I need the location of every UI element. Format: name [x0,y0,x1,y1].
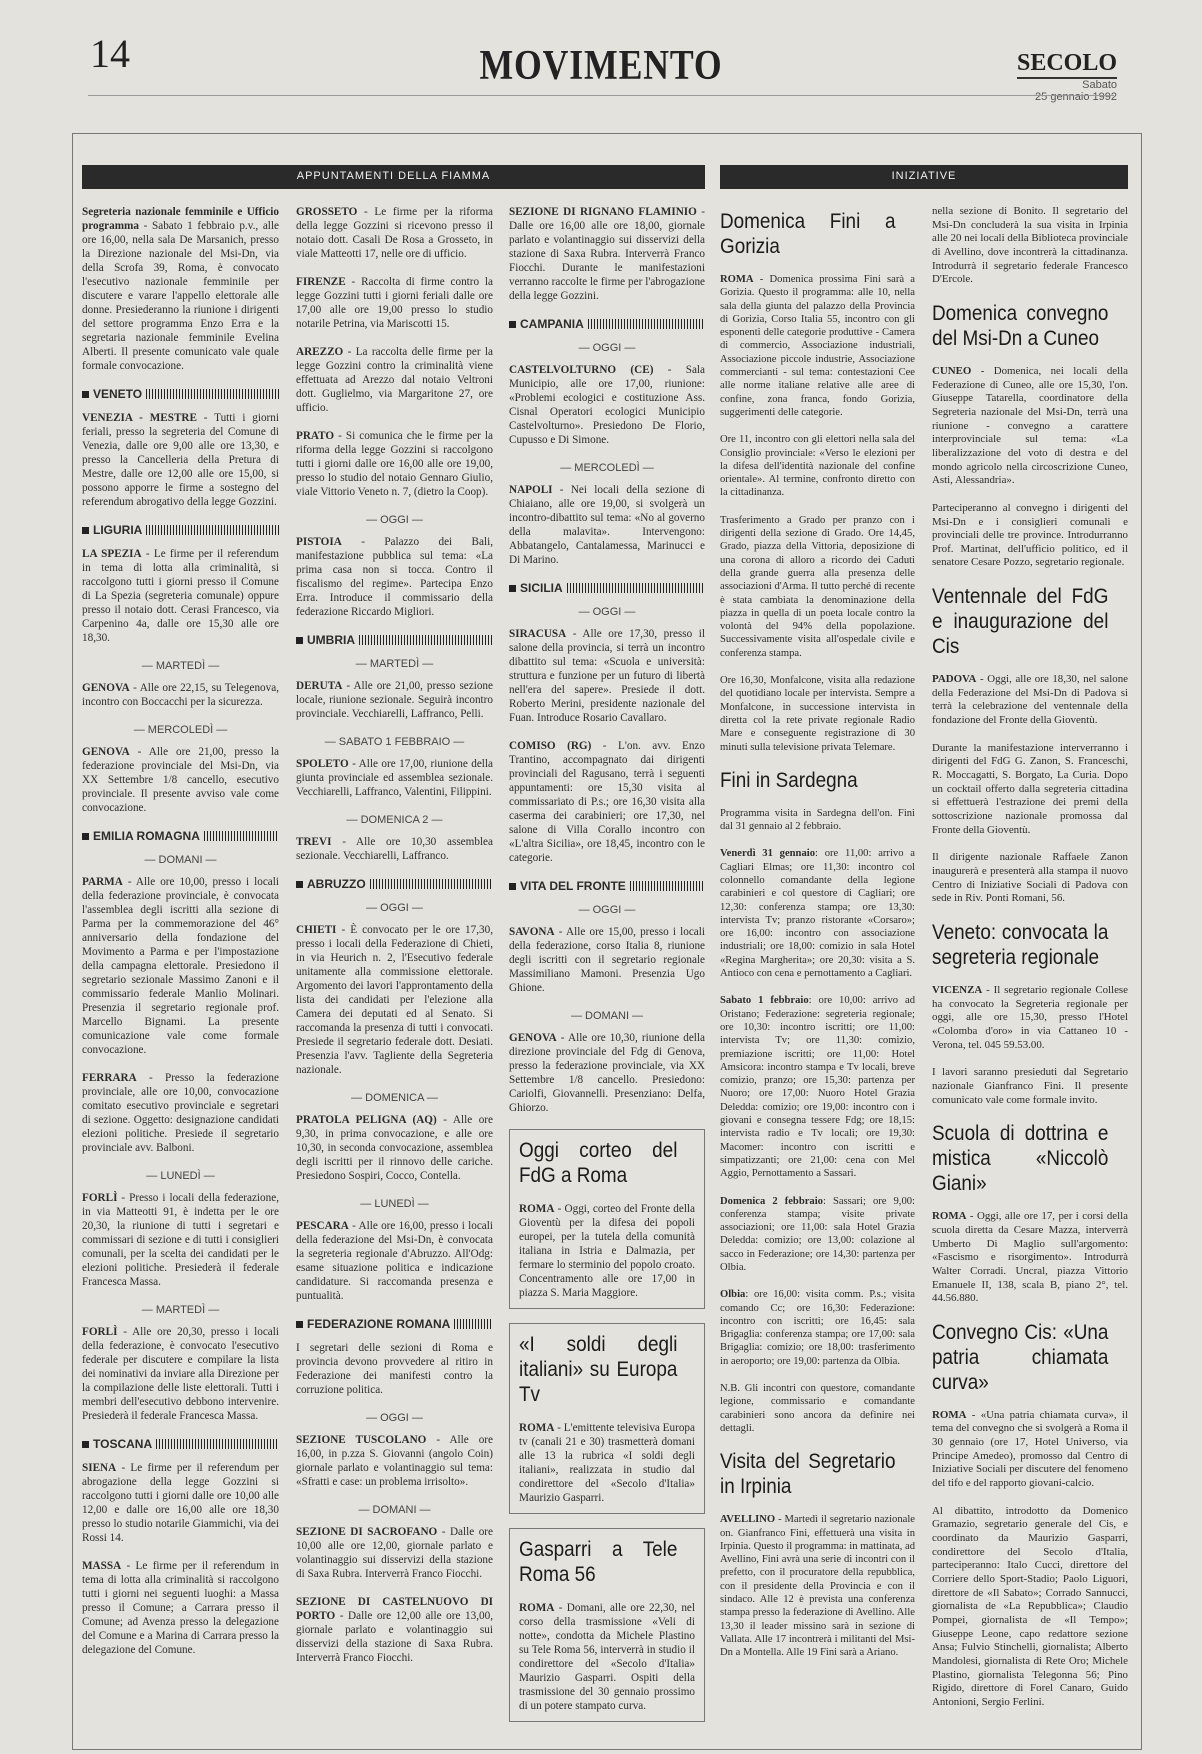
article-body: Domenica 2 febbraio: Sassari; ore 9,00: conferenza stampa; visite private associazioni; ore 11,00: sala Hotel Grazia Deledda: comizio; ore 13,00: colazione al sacco in Federazione; ore 14,30: partenza per Olbia. [720,1195,915,1273]
region-header: TOSCANA [82,1437,279,1451]
masthead-logo: SECOLO [1017,50,1117,79]
article-body: Il dirigente nazionale Raffaele Zanon inaugurerà e presenterà alla stampa il nuovo Centro di Iniziative Sociali di Padova con sede in Riv. Ponti Romani, 56. [932,851,1128,905]
article-body: Olbia: ore 16,00: visita comm. P.s.; visita comando Cc; ore 16,30: Federazione: incontro con iscritti; ore 16,45: sala Brigaglia: conferenza stampa; ore 17,00: sala Brigaglia: comizio; ore 18,00: trasferimento in aeroporto; ore 19,00: partenza da Olbia. [720,1289,915,1367]
day-header: — MERCOLEDÌ — [82,723,279,737]
article-body: Trasferimento a Grado per pranzo con i dirigenti della sezione di Grado. Ore 14,45, Grado, piazza della Vittoria, deposizione di una corona di alloro a ricordo dei Caduti della grande guerra alla presenza delle associazioni d'Arma. Il tutto perché di recente è stata cambiata la denominazione della piazza in quella di un poeta locale contro la volontà del 94% della popolazione. Successivamente visita all'ospedale civile e conferenza stampa. [720,514,915,659]
section-title: MOVIMENTO [479,43,723,89]
notice: SIRACUSA - Alle ore 17,30, presso il salone della provincia, si terrà un incontro dibattito sul tema: «Scuola e università: struttura e funzione per un futuro di libertà nell'era del sapere». Presiede il dott. Roberto Merini, presidente nazionale del Fuan. Introduce Rosario Cavallaro. [509,628,705,724]
article-body: Programma visita in Sardegna dell'on. Fini dal 31 gennaio al 2 febbraio. [720,807,915,833]
notice: COMISO (RG) - L'on. avv. Enzo Trantino, accompagnato dai dirigenti provinciali del Ragusano, terrà i seguenti appuntamenti: ore 15,30 visita al commissariato di P.s.; ore 16,30 visita alla caserma dei carabinieri; ore 17,30, nel salone di Villa Corallo incontro con «L'altra Sicilia», ore 18,45, incontro con le categorie. [509,740,705,864]
notice: CASTELVOLTURNO (CE) - Sala Municipio, alle ore 17,00, riunione: «Problemi ecologici e costituzione Ass. Cisnal Operatori ecologici Municipio Castelvolturno». Presiedono De Florio, Cupusso e Di Simone. [509,364,705,446]
notice: LA SPEZIA - Le firme per il referendum in tema di lotta alla criminalità, si raccolgono tutti i giorni presso il Comune di La Spezia (segreteria comunale) oppure presso il notaio dott. Cerasi Francesco, via Carpenino 4a, dalle ore 15,30 alle ore 18,30. [82,548,279,644]
day-header: — OGGI — [509,341,705,355]
day-header: — MERCOLEDÌ — [509,461,705,475]
region-header: SICILIA [509,581,705,595]
article-body: PADOVA - Oggi, alle ore 18,30, nel salone della Federazione del Msi-Dn di Padova si terrà la celebrazione del ventennale della fondazione del Fronte della Gioventù. [932,673,1128,727]
day-header: — MARTEDÌ — [82,659,279,673]
notice: GENOVA - Alle ore 22,15, su Telegenova, incontro con Boccacchi per la sicurezza. [82,682,279,708]
article-headline: Veneto: convocata la segreteria regionale [932,920,1109,969]
article-body: ROMA - Domani, alle ore 22,30, nel corso della trasmissione «Veli di notte», condotta da Michele Plastino su Tele Roma 56, interverrà in studio il condirettore del «Secolo d'Italia» Maurizio Gasparri. Ospiti della trasmissione del 30 gennaio prossimo di un potere stampato curva. [519,1602,695,1712]
notice: PRATO - Si comunica che le firme per la riforma della legge Gozzini si raccolgono tutti i giorni dalle ore 16,00 alle ore 19,00, presso lo studio del notaio Gennaro Giulio, viale Vittorio Veneto n. 7, (dietro la Coop). [296,430,493,498]
notice: FORLÌ - Alle ore 20,30, presso i locali della federazione, è convocato l'esecutivo federale per discutere e compilare la lista dei nominativi da inviare alla Direzione per la compilazione delle liste elettorali. Tutti i membri dell'esecutivo debbono intervenire. Presiederà il federale Francesca Massa. [82,1326,279,1422]
notice: DERUTA - Alle ore 21,00, presso sezione locale, riunione sezionale. Seguirà incontro provinciale. Vecchiarelli, Laffranco, Pelli. [296,680,493,720]
notice: SEZIONE DI CASTELNUOVO DI PORTO - Dalle ore 12,00 alle ore 13,00, giornale parlato e volantinaggio sui disservizi della stazione di Saxa Rubra. Interverrà Franco Fiocchi. [296,1596,493,1664]
article-headline: Scuola di dottrina e mistica «Niccolò Giani» [932,1122,1109,1196]
boxed-article [509,1129,705,1309]
masthead-day: Sabato [1082,79,1117,91]
column-3 [509,205,705,1736]
notice: GROSSETO - Le firme per la riforma della legge Gozzini si ricevono presso il notaio dott. Casali De Rosa a Grosseto, in viale Matteotti 17, nelle ore di ufficio. [296,206,493,260]
region-header: FEDERAZIONE ROMANA [296,1317,493,1331]
day-header: — DOMANI — [296,1503,493,1517]
article-headline: Domenica Fini a Gorizia [720,210,896,258]
region-header: CAMPANIA [509,317,705,331]
notice: FIRENZE - Raccolta di firme contro la legge Gozzini tutti i giorni feriali dalle ore 17,00 alle ore 19,00 presso lo studio notarile Petrina, via Mariscotti 15. [296,276,493,330]
day-header: — DOMANI — [82,853,279,867]
article-headline: Ventennale del FdG e inaugurazione del Cis [932,585,1109,659]
region-header: UMBRIA [296,633,493,647]
notice: MASSA - Le firme per il referendum in tema di lotta alla criminalità si raccolgono tutti i giorni nei seguenti luoghi: a Massa presso il Comune; a Carrara presso il Comune; ad Avenza presso la delegazione del Comune e a Marina di Carrara presso la delegazione del Comune. [82,1560,279,1656]
notice: PISTOIA - Palazzo dei Bali, manifestazione pubblica sul tema: «La prima casa non si tocca. Contro il fiscalismo del regime». Partecipa Enzo Erra. Introduce il commissario della federazione Riccardo Migliori. [296,536,493,618]
article-body: Sabato 1 febbraio: ore 10,00: arrivo ad Oristano; Federazione: segreteria regionale; ore 10,30: incontro iscritti; ore 11,00: intervista Tv; ore 11,30: comizio, premiazione iscritti; ore 11,00: Hotel Amsicora: incontro stampa e Tv locali, breve comizio, pranzo; ore 15,30: partenza per Nuoro; ore 17,00: Nuoro Hotel Grazia Deledda: comizio; ore 19,00: incontro con i giovani e consegna tessere Fdg; ore 18,15: intervista radio e Tv locali; ore 19,30: Macomer: incontro con iscritti e simpatizzanti; ore 21,00: cena con Mel Aggio, Pernottamento a Sassari. [720,995,915,1180]
region-header: EMILIA ROMAGNA [82,829,279,843]
column-5 [932,205,1128,1724]
article-headline: Gasparri a Tele Roma 56 [519,1538,678,1586]
boxed-article [509,1528,705,1722]
day-header: — MARTEDÌ — [82,1303,279,1317]
day-header: — LUNEDÌ — [82,1169,279,1183]
article-body: Durante la manifestazione interverranno i dirigenti del FdG G. Zanon, S. Franceschi, R. Moccagatti, S. Borgato, La Curia. Dopo un cocktail offerto dalla segreteria cittadina si effettuerà l'estrazione dei premi della sottoscrizione nazionale promossa dal Fronte della Gioventù. [932,741,1128,836]
region-header: LIGURIA [82,523,279,537]
top-rule [88,95,1114,96]
notice: Segreteria nazionale femminile e Ufficio programma - Sabato 1 febbraio p.v., alle ore 16,00, nella sala De Marsanich, presso la Direzione nazionale del Msi-Dn, via della Scrofa 39, Roma, è convocato l'esecutivo nazionale femminile per discutere e varare l'appello elettorale alle donne. Presiederanno la riunione i dirigenti del settore programma Enzo Erra e la segretaria nazionale femminile Evelina Alberti. Il presente comunicato vale quale formale convocazione. [82,206,279,372]
notice: VENEZIA - MESTRE - Tutti i giorni feriali, presso la segreteria del Comune di Venezia, dalle ore 9,00 alle ore 13,30, e presso la Cancelleria della Pretura di Mestre, dalle ore 12,00 alle ore 15,00, si possono apporre le firme a sostegno del referendum abrogativo della legge Gozzini. [82,412,279,508]
article-headline: «I soldi degli italiani» su Europa Tv [519,1333,678,1406]
notice: PESCARA - Alle ore 16,00, presso i locali della federazione del Msi-Dn, è convocata la segreteria regionale d'Abruzzo. All'Odg: esame situazione politica e indicazione candidature. Si raccomanda presenza e puntualità. [296,1220,493,1302]
page-number: 14 [90,31,130,76]
notice: FERRARA - Presso la federazione provinciale, alle ore 10,00, convocazione comitato esecutivo provinciale e segretari di sezione. Oggetto: designazione candidati elezioni politiche. Presiede il segretario provinciale avv. Balboni. [82,1072,279,1154]
article-body: ROMA - Domenica prossima Fini sarà a Gorizia. Questo il programma: alle 10, nella sala della giunta del palazzo della Provincia di Gorizia, Corso Italia 55, incontro con gli esponenti delle categorie produttive - Camera di commercio, Associazione industriali, Associazione piccole industrie, Associazione commercianti - sul tema: contestazioni Cee alle norme italiane relative alle aree di confine, zona franca, fondo Gorizia, suggerimenti delle categorie. [720,274,915,418]
day-header: — OGGI — [509,605,705,619]
article-body: ROMA - Oggi, alle ore 17, per i corsi della scuola diretta da Cesare Mazza, interverrà Umberto Di Maglio sull'argomento: «Fascismo e risorgimento». Introdurrà Walter Corradi. Uncral, piazza Vittorio Emanuele II, 138, scala B, piano 2°, tel. 44.56.880. [932,1210,1128,1305]
masthead-date: 25 gennaio 1992 [1035,91,1117,103]
day-header: — OGGI — [509,903,705,917]
notice: SIENA - Le firme per il referendum per abrogazione della legge Gozzini si raccolgono tutti i giorni dalle ore 10,00 alle 12,00 e dalle ore 16,00 alle ore 18,30 presso lo studio notarile Giammichi, via dei Rossi 14. [82,1462,279,1544]
article-body: CUNEO - Domenica, nei locali della Federazione di Cuneo, alle ore 15,30, l'on. Giuseppe Tatarella, coordinatore della Segreteria nazionale del Msi-Dn, terrà una riunione - convegno a carattere interprovinciale sul tema: «La liberalizzazione del voto di destra e del mondo agricolo nella circoscrizione Cuneo, Asti, Alessandria». [932,364,1128,487]
region-header: ABRUZZO [296,877,493,891]
bar-appuntamenti: APPUNTAMENTI DELLA FIAMMA [82,165,705,189]
article-body: ROMA - L'emittente televisiva Europa tv (canali 21 e 30) trasmetterà domani alle 13 la rubrica «I soldi degli italiani», realizzata in studio dal condirettore del «Secolo d'Italia» Maurizio Gasparri. [519,1422,695,1504]
notice: SAVONA - Alle ore 15,00, presso i locali della federazione, corso Italia 8, riunione degli iscritti con il segretario regionale Massimiliano Mamoni. Presenzia Ugo Ghione. [509,926,705,994]
day-header: — DOMANI — [509,1009,705,1023]
day-header: — DOMENICA — [296,1091,493,1105]
article-body: I lavori saranno presieduti dal Segretario nazionale Gianfranco Fini. Il presente comunicato vale come formale invito. [932,1066,1128,1106]
article-headline: Visita del Segretario in Irpinia [720,1450,896,1499]
notice: GENOVA - Alle ore 21,00, presso la federazione provinciale del Msi-Dn, via XX Settembre 1/8 cancello, esecutivo provinciale. Il presente avviso vale come convocazione. [82,746,279,814]
notice: AREZZO - La raccolta delle firme per la legge Gozzini contro la criminalità viene effettuata ad Arezzo dal notaio Veltroni dott. Guglielmo, via Margaritone 27, ore ufficio. [296,346,493,414]
notice: SPOLETO - Alle ore 17,00, riunione della giunta provinciale ed assemblea sezionale. Vecchiarelli, Laffranco, Valentini, Filippini. [296,758,493,798]
article-headline: Convegno Cis: «Una patria chiamata curva» [932,1320,1109,1394]
notice: PARMA - Alle ore 10,00, presso i locali della federazione provinciale, è convocata l'assemblea degli iscritti alla sezione di Parma per la commemorazione del 46° anniversario della fondazione del Movimento a Parma e per l'impostazione della campagna elettorale. Presiedono il segretario sezionale Massimo Zanoni e il commissario federale Manlio Molinari. Presenzia il segretario regionale prof. Marcello Bignami. La presente comunicazione vale come formale convocazione. [82,876,279,1056]
column-4 [720,205,915,1674]
article-headline: Domenica convegno del Msi-Dn a Cuneo [932,301,1109,350]
article-body: AVELLINO - Martedì il segretario nazionale on. Gianfranco Fini, effettuerà una visita in Irpinia. Questo il programma: in mattinata, ad Avellino, Fini avrà una serie di incontri con il prefetto, con il procuratore della repubblica, con il presidente della Provincia e con il sindaco. Alle 12 è prevista una conferenza stampa presso la federazione di Avellino. Alle 13,30 il leader missino sarà in sezione di Vallata. Alle 17 incontrerà i militanti del Msi-Dn a Montella. Alle 19 Fini sarà a Ariano. [720,1514,915,1659]
notice: SEZIONE DI SACROFANO - Dalle ore 10,00 alle ore 12,00, giornale parlato e volantinaggio sui disservizi della stazione di Saxa Rubra. Interverrà Franco Fiocchi. [296,1526,493,1580]
region-header: VENETO [82,387,279,401]
boxed-article [509,1323,705,1514]
article-body: Ore 16,30, Monfalcone, visita alla redazione del quotidiano locale per intervista. Sempre a Monfalcone, in successione intervista in diretta col la rete private regionale Radio Mare e conseguente registrazione di 30 minuti sulla televisione privata Telemare. [720,675,915,753]
notice: SEZIONE TUSCOLANO - Alle ore 16,00, in p.zza S. Giovanni (angolo Coin) giornale parlato e volantinaggio sul tema: «Sfratti e case: un problema irrisolto». [296,1434,493,1488]
column-1 [82,205,279,1671]
day-header: — OGGI — [296,1411,493,1425]
article-body: Ore 11, incontro con gli elettori nella sala del Consiglio provinciale: «Verso le elezioni per la difesa dell'identità nazionale del confine orientale». Al termine, confronto diretto con la cittadinanza. [720,434,915,499]
article-body: ROMA - Oggi, corteo del Fronte della Gioventù per la difesa dei popoli europei, per la tutela della comunità italiana in Istria e Dalmazia, per fermare lo sterminio del popolo croato. Concentramento alle ore 17,00 in piazza S. Maria Maggiore. [519,1203,695,1299]
day-header: — DOMENICA 2 — [296,813,493,827]
notice: TREVI - Alle ore 10,30 assemblea sezionale. Vecchiarelli, Laffranco. [296,836,493,862]
article-headline: Oggi corteo del FdG a Roma [519,1139,678,1187]
article-body: ROMA - «Una patria chiamata curva», il tema del convegno che si svolgerà a Roma il 30 gennaio (ore 17, Hotel Universo, via Principe Amedeo), promosso dal Centro di Iniziative Sociali per discutere del fenomeno del tifo e del rapporto giovani-calcio. [932,1408,1128,1490]
notice: NAPOLI - Nei locali della sezione di Chiaiano, alle ore 19,00, si svolgerà un incontro-dibattito sul tema: «No al governo della malavita». Intervengono: Abbatangelo, Cantalamessa, Marinucci e Di Marino. [509,484,705,566]
notice: SEZIONE DI RIGNANO FLAMINIO - Dalle ore 16,00 alle ore 18,00, giornale parlato e volantinaggio sui disservizi della stazione di Saxa Rubra. Interverrà Franco Fiocchi. Durante le manifestazioni verranno raccolte le firme per l'abrogazione della legge Gozzini. [509,206,705,302]
notice: PRATOLA PELIGNA (AQ) - Alle ore 9,30, in prima convocazione, e alle ore 10,30, in seconda convocazione, assemblea degli iscritti per il rinnovo delle cariche. Presiedono Sospiri, Cocco, Contella. [296,1114,493,1182]
article-body: Venerdì 31 gennaio: ore 11,00: arrivo a Cagliari Elmas; ore 11,30: incontro col colonnello comandante della legione carabinieri e col questore di Cagliari; ore 12,30: conferenza stampa; ore 13,30: intervista Tv; pranzo ristorante «Corsaro»; ore 16,00: incontro con associazione industriali; ore 18,00: comizio in sala Hotel «Regina Margherita»; ore 20,30: visita a S. Antioco con cena e pernottamento a Cagliari. [720,848,915,980]
day-header: — LUNEDÌ — [296,1197,493,1211]
day-header: — OGGI — [296,513,493,527]
article-body: nella sezione di Bonito. Il segretario del Msi-Dn concluderà la sua visita in Irpinia alle 20 nei locali della Biblioteca provinciale di Avellino, dove incontrerà la cittadinanza. Introdurrà il segretario federale Francesco D'Ercole. [932,205,1128,286]
notice: FORLÌ - Presso i locali della federazione, in via Matteotti 91, è indetta per le ore 20,30, la riunione di tutti i segretari e commissari di sezione e di tutti i consiglieri comunali, per la scelta dei candidati per le elezioni politiche. Presiederà il federale Francesca Massa. [82,1192,279,1288]
notice: CHIETI - È convocato per le ore 17,30, presso i locali della Federazione di Chieti, in via Heurich n. 2, l'Esecutivo federale unitamente alla commissione elettorale. Argomento dei lavori l'approntamento della lista dei candidati per l'elezione alla Camera dei deputati ed al Senato. Si raccomanda la presenza di tutti i convocati. Presiede il segretario federale dott. Desiati. Presenzia l'avv. Tagliente della Segreteria nazionale. [296,924,493,1076]
column-2 [296,205,493,1679]
article-body: Parteciperanno al convegno i dirigenti del Msi-Dn e i consiglieri comunali e provinciali delle tre province. Introdurranno Prof. Martinat, dell'ufficio politico, ed il senatore Cesare Pozzo, segretario regionale. [932,501,1128,569]
article-body: VICENZA - Il segretario regionale Collese ha convocato la Segreteria regionale per oggi, alle ore 15,30, presso l'Hotel «Colomba d'oro» in via Cattaneo 10 - Verona, tel. 045 59.53.00. [932,983,1128,1051]
day-header: — MARTEDÌ — [296,657,493,671]
day-header: — OGGI — [296,901,493,915]
article-body: Al dibattito, introdotto da Domenico Gramazio, segretario generale del Cis, e coordinato da Maurizio Gasparri, condirettore del Secolo d'Italia, parteciperanno: Italo Cucci, direttore del Corriere dello Sport-Stadio; Paolo Liguori, direttore de «Il Sabato»; Corrado Sannucci, giornalista de «La Repubblica»; Claudio Pompei, giornalista de «Il Tempo»; Giuseppe Leone, capo redattore sezione Ansa; Fulvio Stinchelli, giornalista; Alberto Mandolesi, giornalista di Rete Oro; Michele Plastino, giornalista Telegonna 56; Pino Rigido, direttore di Forel Canaro, Guido Antonioni, Sergio Ferlini. [932,1504,1128,1708]
article-body: N.B. Gli incontri con questore, comandante legione, commissario e comandante carabinieri sono ancora da definire nei dettagli. [720,1383,915,1434]
day-header: — SABATO 1 FEBBRAIO — [296,735,493,749]
notice: I segretari delle sezioni di Roma e provincia devono provvedere al ritiro in Federazione dei manifesti contro la corruzione politica. [296,1342,493,1396]
article-headline: Fini in Sardegna [720,768,858,792]
region-header: VITA DEL FRONTE [509,879,705,893]
notice: GENOVA - Alle ore 10,30, riunione della direzione provinciale del Fdg di Genova, presso la federazione provinciale, via XX Settembre 1/8 cancello. Presiedono: Cariolfi, Giovannelli. Presenziano: Delfa, Ghiorzo. [509,1032,705,1114]
bar-iniziative: INIZIATIVE [720,165,1128,189]
